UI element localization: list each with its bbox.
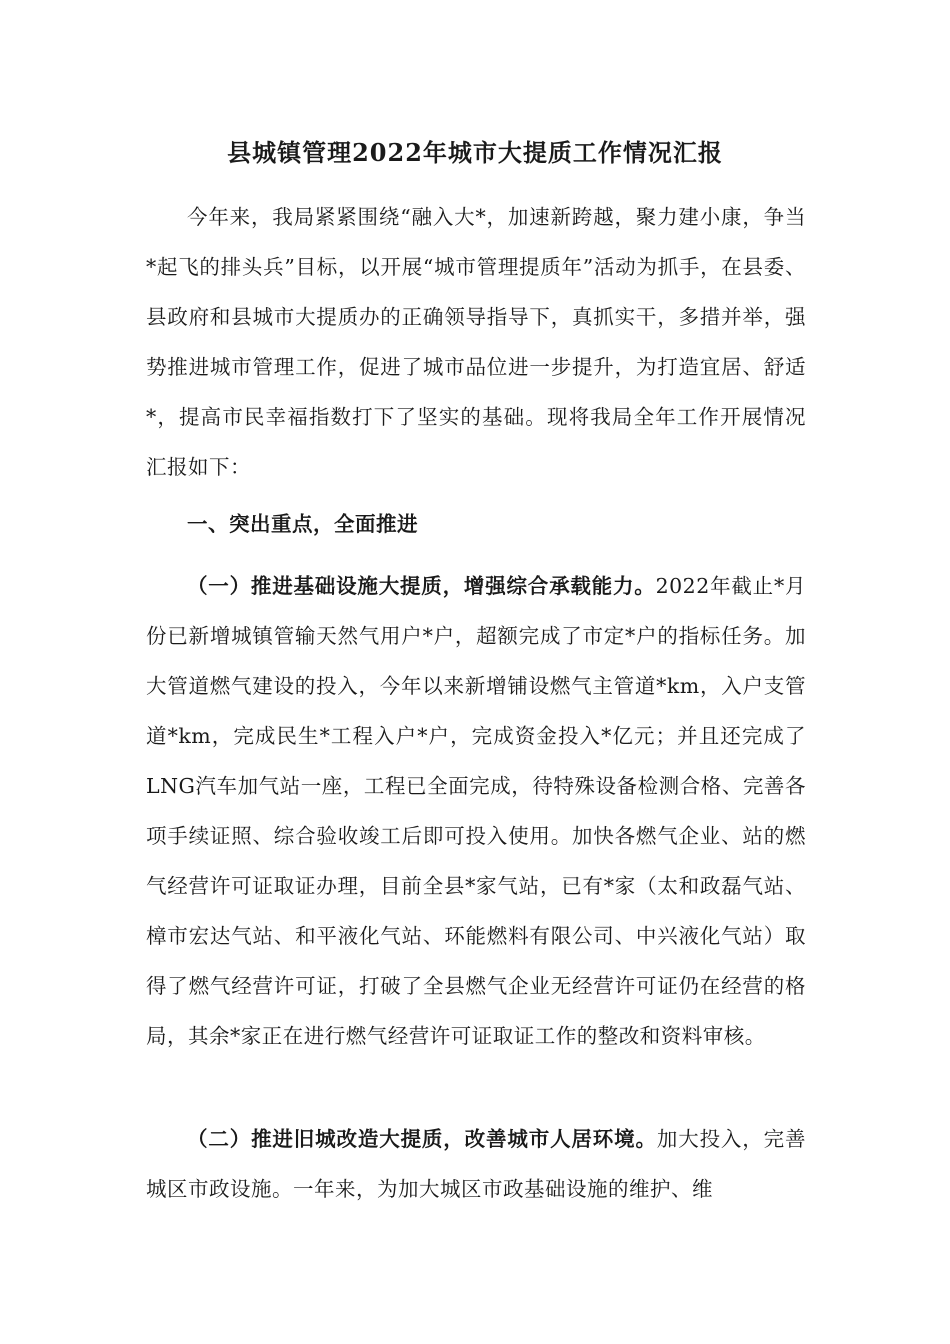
item-1-body: 2022年截止*月份已新增城镇管输天然气用户*户，超额完成了市定*户的指标任务。加大管道燃气建设的投入，今年以来新增铺设燃气主管道*km，入户支管道*km，完成民生*工程入户*户，完成资金投入*亿元；并且还完成了LNG汽车加气站一座，工程已全面完成，待特殊设备检测合格、完善各项手续证照、综合验收竣工后即可投入使用。加快各燃气企业、站的燃气经营许可证取证办理，目前全县*家气站，已有*家（太和政磊气站、樟市宏达气站、和平液化气站、环能燃料有限公司、中兴液化气站）取得了燃气经营许可证，打破了全县燃气企业无经营许可证仍在经营的格局，其余*家正在进行燃气经营许可证取证工作的整改和资料审核。 [146,574,807,1048]
document-title: 县城镇管理2022年城市大提质工作情况汇报 [227,138,723,167]
section-heading: 一、突出重点，全面推进 [187,512,418,536]
item-2-lead: （二）推进旧城改造大提质，改善城市人居环境。 [187,1127,657,1151]
intro-paragraph: 今年来，我局紧紧围绕“融入大*，加速新跨越，聚力建小康，争当*起飞的排头兵”目标，以开展“城市管理提质年”活动为抓手，在县委、县政府和县城市大提质办的正确领导指导下，真抓实干，多措并举，强势推进城市管理工作，促进了城市品位进一步提升，为打造宜居、舒适*，提高市民幸福指数打下了坚实的基础。现将我局全年工作开展情况汇报如下： [146,205,806,479]
paragraph-item-1 [146,561,806,1061]
item-2-body: 加大投入，完善城区市政设施。一年来，为加大城区市政基础设施的维护、维 [146,1127,807,1201]
item-1-lead: （一）推进基础设施大提质，增强综合承载能力。 [187,574,656,598]
paragraph-item-2 [146,1114,806,1214]
